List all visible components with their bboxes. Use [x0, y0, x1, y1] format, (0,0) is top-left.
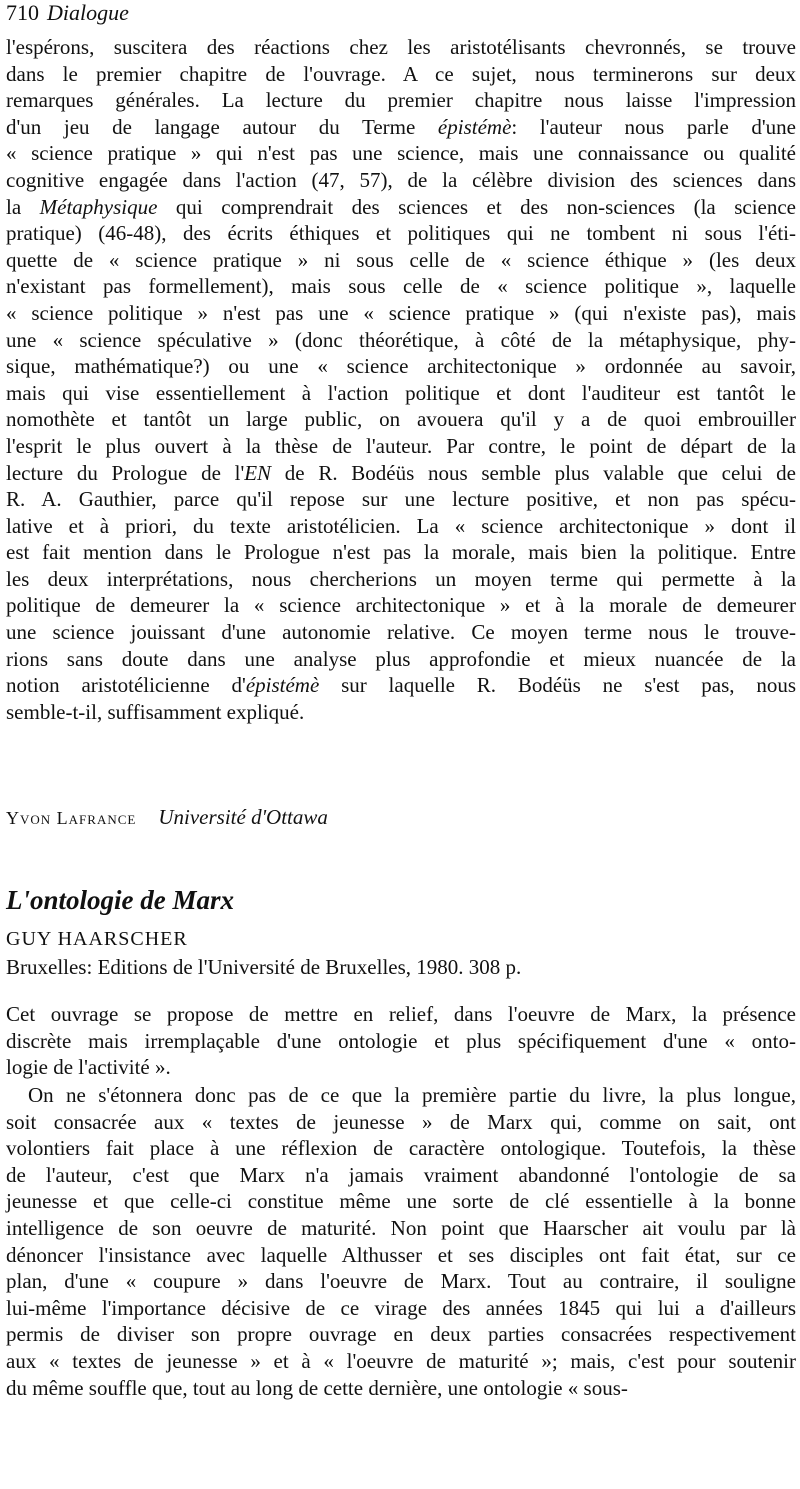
- text-line: [6, 460, 796, 487]
- book-publication: Bruxelles: Editions de l'Université de Bruxelles, 1980. 308 p.: [6, 955, 522, 979]
- italic-term: épistémè: [437, 114, 512, 139]
- text-segment: qui comprendrait des sciences et des non-sciences (la science: [157, 194, 796, 219]
- text-line: [6, 406, 796, 433]
- text-segment: la: [6, 194, 40, 219]
- text-line: [6, 34, 796, 61]
- text-line: [6, 433, 796, 460]
- text-line: [6, 566, 796, 593]
- italic-term: EN: [244, 460, 272, 485]
- text-line: dénoncer l'insistance avec laquelle Althusser et ses disciples ont fait état, sur ce: [6, 1242, 796, 1267]
- text-line: [6, 619, 796, 646]
- book-author: GUY HAARSCHER: [6, 928, 188, 950]
- text-segment: cognitive engagée dans l'action (47, 57), de la célèbre division des sciences dans: [6, 167, 796, 192]
- reviewer-affiliation: Université d'Ottawa: [158, 805, 328, 829]
- text-line: [6, 247, 796, 274]
- text-segment: sique, mathématique?) ou une « science architectonique » ordonnée au savoir,: [6, 354, 796, 379]
- text-line: [6, 380, 796, 407]
- text-segment: « science pratique » qui n'est pas une science, mais une connaissance ou qualité: [6, 141, 796, 166]
- text-line: [6, 220, 796, 247]
- text-line: On ne s'étonnera donc pas de ce que la première partie du livre, la plus longue,: [28, 1083, 796, 1107]
- text-line: [6, 167, 796, 194]
- text-line: soit consacrée aux « textes de jeunesse » de Marx qui, comme on sait, ont: [6, 1109, 796, 1134]
- text-line: [6, 513, 796, 540]
- text-segment: est fait mention dans le Prologue n'est pas la morale, mais bien la politique. Entre: [6, 540, 796, 565]
- text-line: [6, 300, 796, 327]
- italic-term: épistémè: [245, 673, 320, 698]
- reviewer-name: Yvon Lafrance: [6, 808, 137, 828]
- text-segment: semble-t-il, suffisamment expliqué.: [6, 699, 305, 724]
- italic-term: Métaphysique: [39, 194, 158, 219]
- text-segment: les deux interprétations, nous chercherions un moyen terme qui permette à la: [6, 566, 796, 591]
- text-segment: notion aristotélicienne d': [6, 673, 246, 698]
- review2-paragraph-2: [6, 1082, 796, 1401]
- text-segment: une « science spéculative » (donc théorétique, à côté de la métaphysique, phy-: [6, 327, 796, 352]
- reviewer-signature: [6, 805, 328, 830]
- text-segment: remarques générales. La lecture du premier chapitre nous laisse l'impression: [6, 88, 796, 113]
- text-segment: l'espérons, suscitera des réactions chez les aristotélisants chevronnés, se trouve: [6, 35, 796, 59]
- text-segment: lecture du Prologue de l': [6, 460, 245, 485]
- text-line: [6, 327, 796, 354]
- text-line: [6, 273, 796, 300]
- text-segment: R. A. Gauthier, parce qu'il repose sur une lecture positive, et non pas spécu-: [6, 487, 796, 512]
- text-segment: de R. Bodéüs nous semble plus valable que celui de: [271, 460, 796, 485]
- text-line: plan, d'une « coupure » dans l'oeuvre de Marx. Tout au contraire, il souligne: [6, 1269, 796, 1294]
- text-line: [6, 592, 796, 619]
- text-segment: d'un jeu de langage autour du Terme: [6, 114, 438, 139]
- text-line: [6, 672, 796, 699]
- text-line: lui-même l'importance décisive de ce virage des années 1845 qui lui a d'ailleurs: [6, 1295, 796, 1320]
- text-line: du même souffle que, tout au long de cette dernière, une ontologie « sous-: [6, 1375, 628, 1400]
- text-line: jeunesse et que celle-ci constitue même une sorte de clé essentielle à la bonne: [6, 1189, 796, 1214]
- text-line: [6, 539, 796, 566]
- text-line: Cet ouvrage se propose de mettre en relief, dans l'oeuvre de Marx, la présence: [6, 1002, 796, 1026]
- text-line: [6, 87, 796, 114]
- text-segment: nomothète et tantôt un large public, on avouera qu'il y a de quoi embrouiller: [6, 407, 796, 432]
- text-segment: dans le premier chapitre de l'ouvrage. A ce sujet, nous terminerons sur deux: [6, 61, 796, 86]
- text-line: [6, 140, 796, 167]
- text-segment: une science jouissant d'une autonomie relative. Ce moyen terme nous le trouve-: [6, 620, 796, 645]
- text-segment: n'existant pas formellement), mais sous celle de « science politique », laquelle: [6, 274, 796, 299]
- journal-title: Dialogue: [47, 0, 129, 25]
- text-line: intelligence de son oeuvre de maturité. Non point que Haarscher ait voulu par là: [6, 1215, 796, 1240]
- text-line: permis de diviser son propre ouvrage en deux parties consacrées respectivement: [6, 1322, 796, 1347]
- review2-paragraph-1: [6, 1001, 796, 1081]
- text-line: aux « textes de jeunesse » et à « l'oeuvre de maturité »; mais, c'est pour soutenir: [6, 1348, 796, 1373]
- text-segment: mais qui vise essentiellement à l'action politique et dont l'auditeur est tantôt le: [6, 380, 796, 405]
- text-segment: « science politique » n'est pas une « science pratique » (qui n'existe pas), mais: [6, 300, 796, 325]
- text-line: de l'auteur, c'est que Marx n'a jamais vraiment abandonné l'ontologie de sa: [6, 1162, 796, 1187]
- text-line: [6, 699, 796, 726]
- text-line: [6, 486, 796, 513]
- text-line: [6, 114, 796, 141]
- text-segment: : l'auteur nous parle d'une: [511, 114, 797, 139]
- text-line: logie de l'activité ».: [6, 1055, 171, 1080]
- text-line: [6, 61, 796, 88]
- text-line: [6, 194, 796, 221]
- running-head: [6, 0, 129, 26]
- text-line: discrète mais irremplaçable d'une ontologie et plus spécifiquement d'une « onto-: [6, 1028, 796, 1053]
- text-line: volontiers fait place à une réflexion de caractère ontologique. Toutefois, la thèse: [6, 1136, 796, 1161]
- text-segment: pratique) (46-48), des écrits éthiques et politiques qui ne tombent ni sous l'éti-: [6, 221, 796, 246]
- text-segment: lative et à priori, du texte aristotélicien. La « science architectonique » dont il: [6, 513, 796, 538]
- text-segment: politique de demeurer la « science architectonique » et à la morale de demeurer: [6, 593, 796, 618]
- text-line: [6, 646, 796, 673]
- text-segment: sur laquelle R. Bodéüs ne s'est pas, nous: [319, 673, 796, 698]
- book-title: L'ontologie de Marx: [6, 885, 234, 915]
- text-segment: rions sans doute dans une analyse plus approfondie et mieux nuancée de la: [6, 646, 796, 671]
- text-segment: quette de « science pratique » ni sous celle de « science éthique » (les deux: [6, 247, 796, 272]
- page-number: 710: [6, 0, 39, 25]
- text-segment: l'esprit le plus ouvert à la thèse de l'auteur. Par contre, le point de départ de la: [6, 433, 796, 458]
- review1-paragraph: [6, 34, 796, 725]
- text-line: [6, 353, 796, 380]
